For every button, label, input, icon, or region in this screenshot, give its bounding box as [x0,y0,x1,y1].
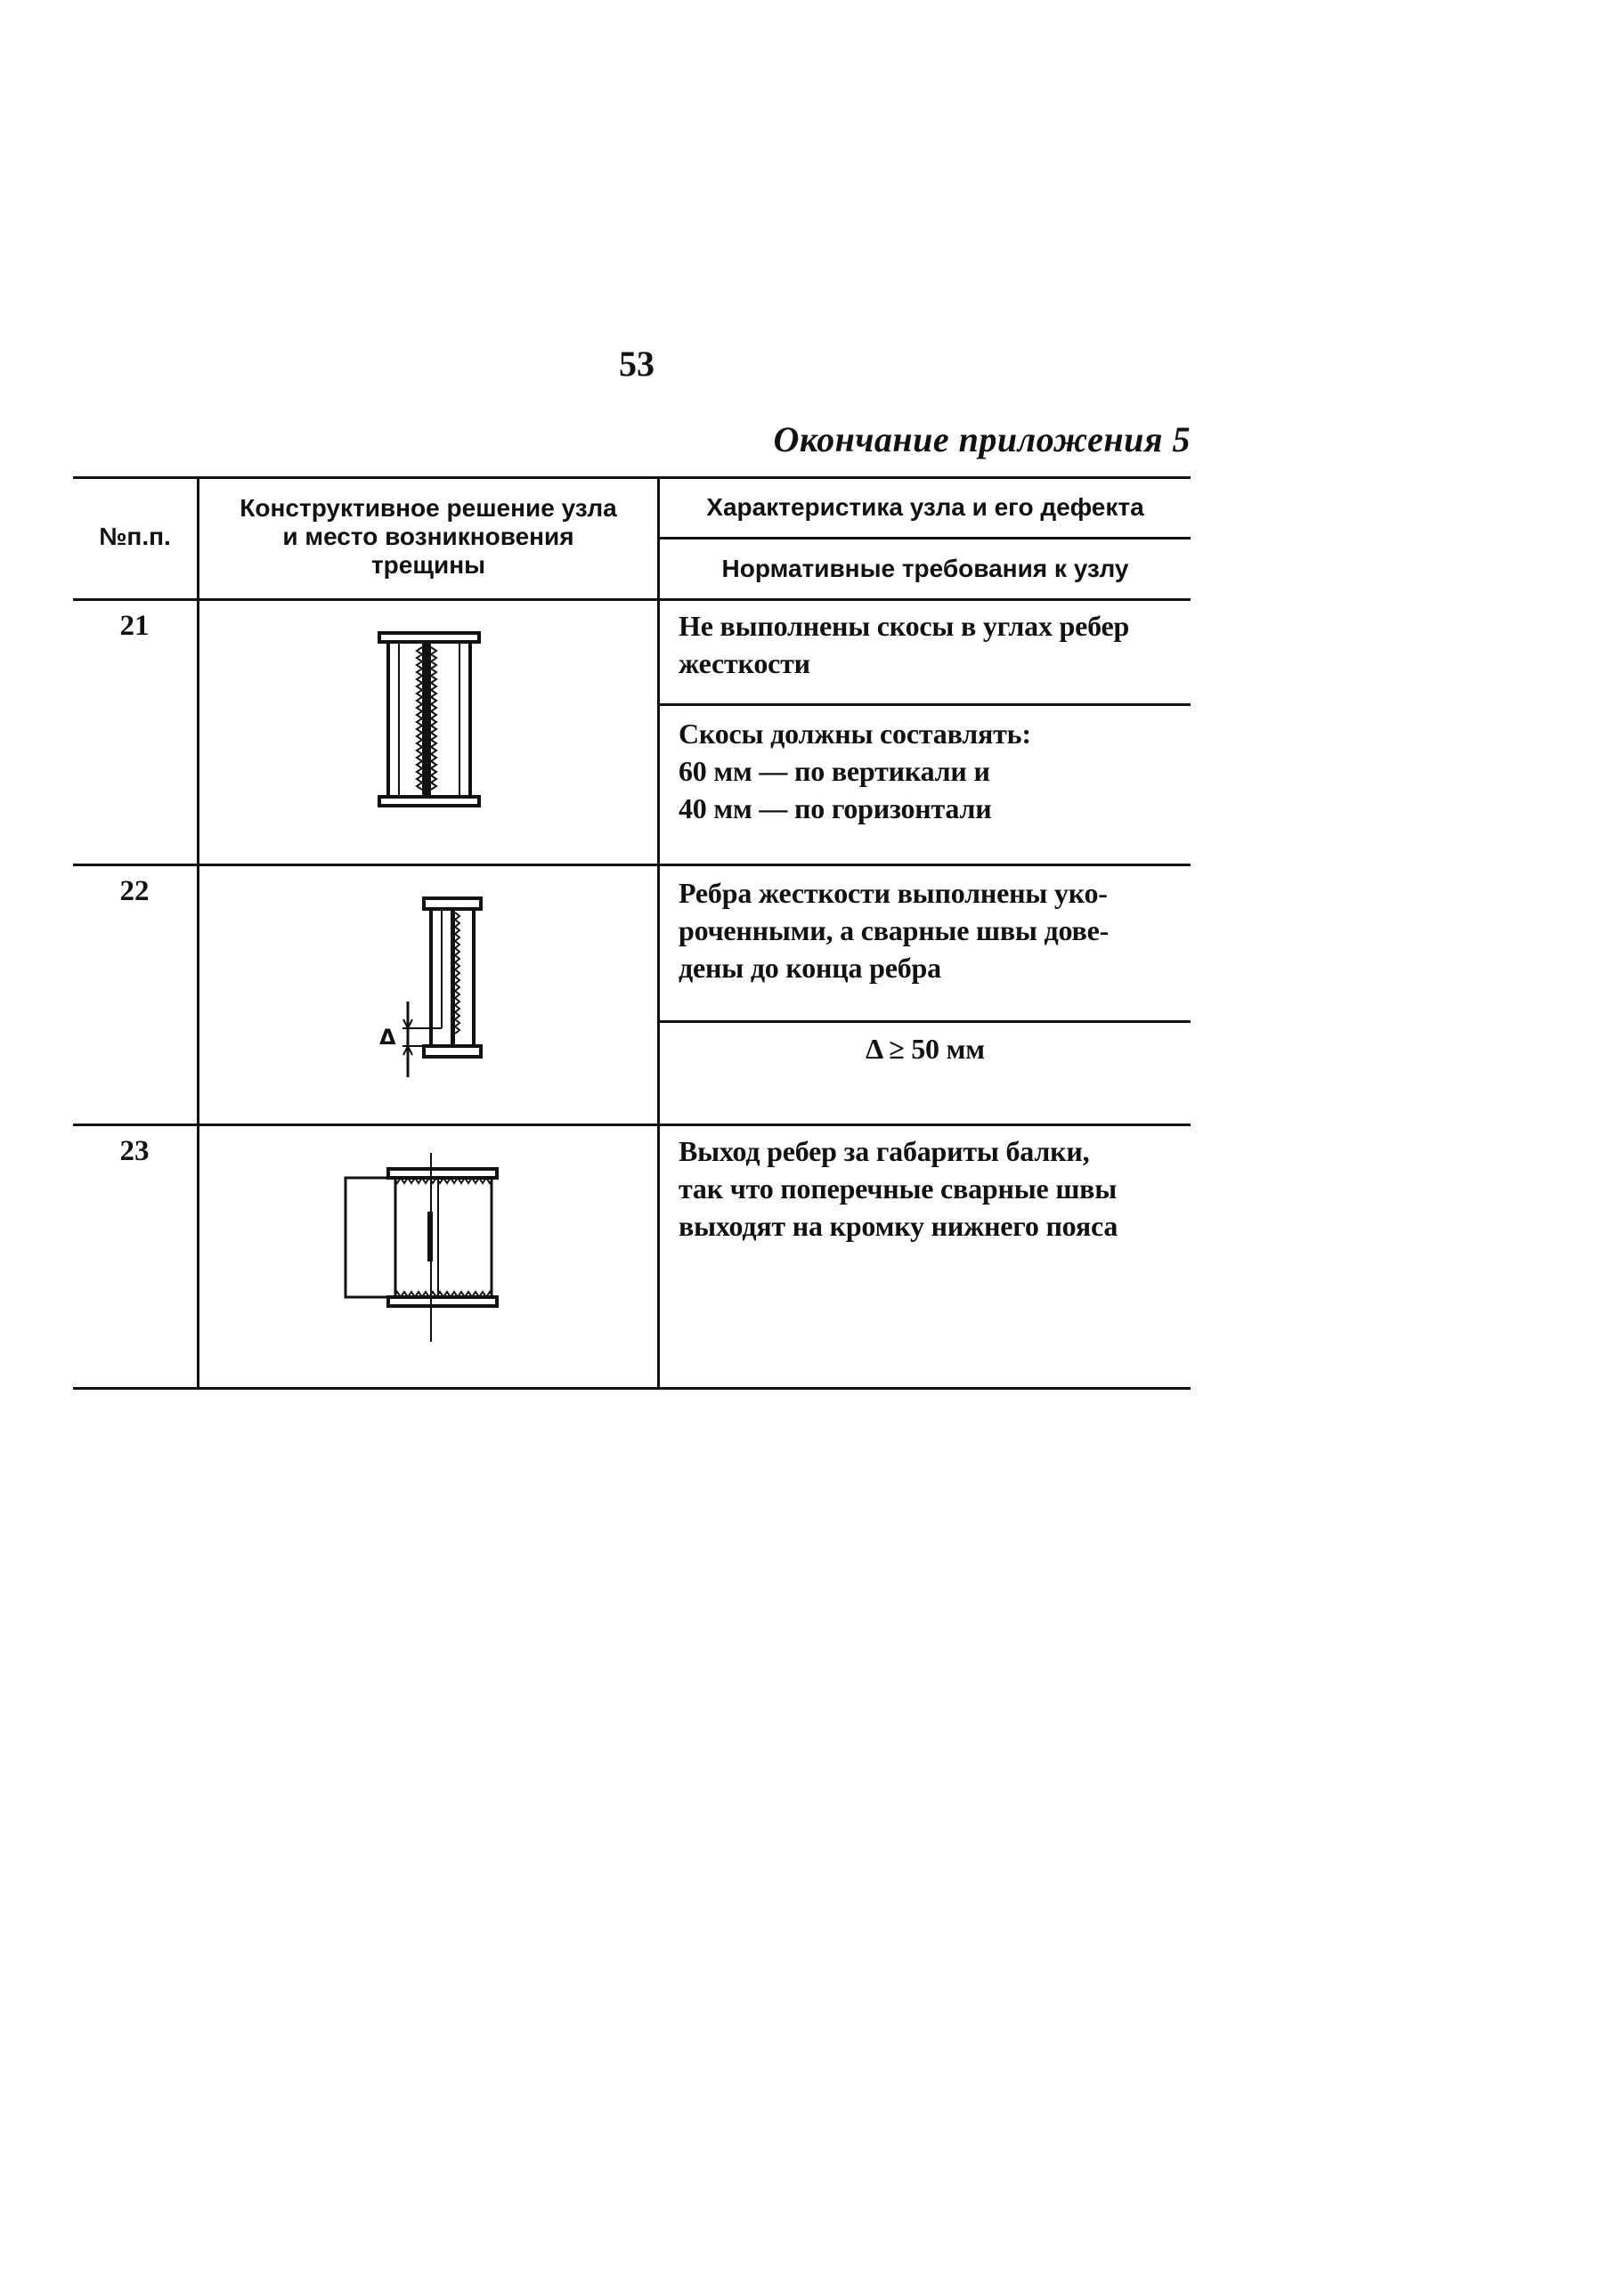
header-split-rule [659,537,1191,540]
header-design-line: Конструктивное решение узла [240,494,617,522]
stiffener-sketch-21 [376,628,483,815]
row-characteristic [679,874,1109,986]
row-number: 21 [119,610,150,642]
stiffener-sketch-22 [367,895,492,1091]
text-line: жесткости [679,647,810,679]
row-number: 22 [119,875,150,907]
row21-split-rule [659,703,1191,706]
row-requirement [660,1030,1191,1067]
header-requirements: Нормативные требования к узлу [721,555,1129,582]
header-number: №п.п. [99,523,171,550]
text-line: 60 мм — по вертикали и [679,755,990,787]
header-bottom-rule [73,598,1191,601]
header-design-line: трещины [370,551,486,579]
row22-split-rule [659,1020,1191,1023]
row-number: 23 [119,1135,150,1167]
text-line: так что поперечные сварные швы [679,1172,1118,1205]
row-requirement [679,715,1031,827]
delta-label: Δ [379,1025,396,1050]
row22-bottom-rule [73,1124,1191,1126]
row-characteristic [679,1132,1118,1245]
text-line: Ребра жесткости выполнены уко- [679,877,1108,909]
text-line: Скосы должны составлять: [679,718,1031,750]
text-line: дены до конца ребра [679,952,941,984]
header-design [199,494,657,580]
stiffener-sketch-23 [331,1144,509,1349]
defects-table [73,476,1191,1390]
text-line: Выход ребер за габариты балки, [679,1135,1090,1167]
column-rule-2 [657,476,660,1390]
header-design-line: и место возникновения [282,523,574,550]
table-top-rule [73,476,1191,479]
row-characteristic [679,607,1129,682]
table-bottom-rule [73,1387,1191,1390]
page-number: 53 [619,344,655,384]
text-line: Не выполнены скосы в углах ребер [679,610,1130,642]
column-rule-1 [197,476,199,1390]
row21-bottom-rule [73,864,1191,866]
text-line: роченными, а сварные швы дове- [679,914,1110,946]
text-line: 40 мм — по горизонтали [679,792,992,824]
header-characteristic: Характеристика узла и его дефекта [706,493,1144,521]
text-line: выходят на кромку нижнего пояса [679,1210,1118,1242]
appendix-caption: Окончание приложения 5 [773,419,1191,459]
text-line: Δ ≥ 50 мм [866,1033,985,1065]
